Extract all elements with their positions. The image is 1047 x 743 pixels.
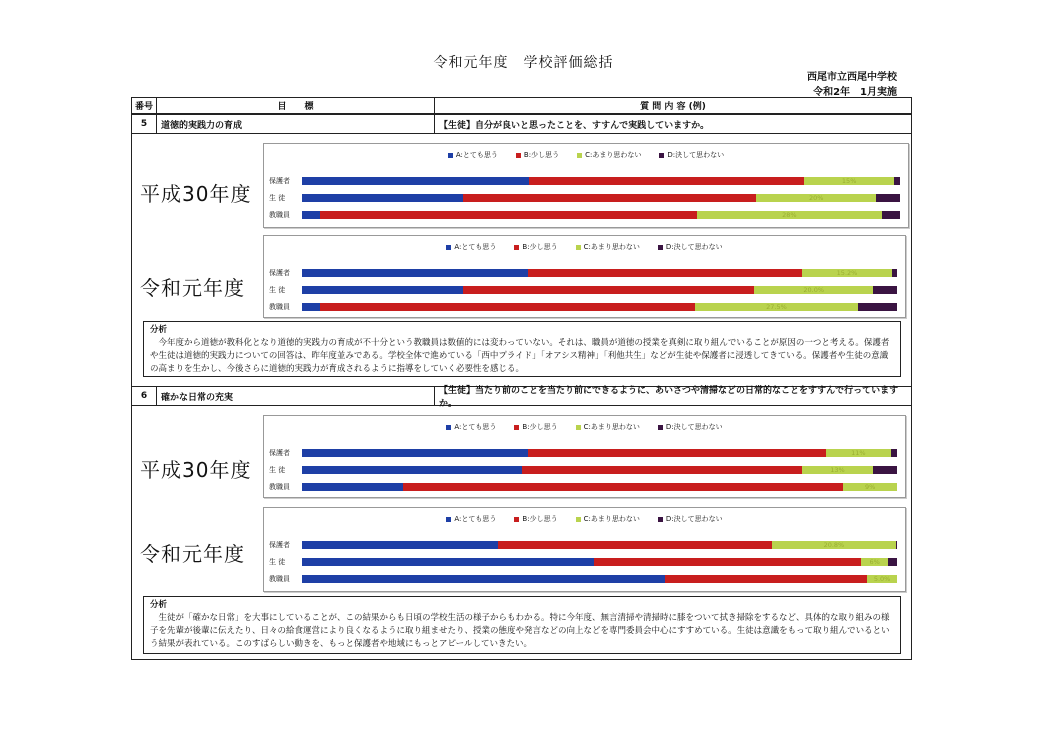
stacked-bar-chart (263, 235, 906, 318)
stacked-bar (302, 483, 897, 491)
bar-segment (302, 194, 463, 202)
chart-row (264, 176, 908, 186)
bar-segment (892, 269, 897, 277)
stacked-bar-chart (263, 415, 906, 498)
bar-segment: 15% (804, 177, 894, 185)
bar-segment (302, 449, 528, 457)
bar-segment (858, 303, 897, 311)
legend-entry (577, 150, 641, 160)
bar-segment (302, 177, 529, 185)
era-label: 令和元年度 (140, 276, 245, 300)
bar-segment: 28% (697, 211, 882, 219)
bar-segment (873, 466, 897, 474)
bar-segment (463, 286, 755, 294)
chart-row (264, 448, 905, 458)
chart-legend (264, 514, 905, 524)
section-number: 5 (140, 119, 148, 129)
section-question: 【生徒】当たり前のことを当たり前にできるように、あいさつや清掃などの日常的なことをすすんで行っていますか。 (434, 387, 911, 405)
legend-entry (576, 242, 640, 252)
analysis-title: 分析 (150, 325, 168, 335)
bar-segment (302, 483, 403, 491)
legend-entry (659, 150, 724, 160)
bar-segment: 11% (826, 449, 891, 457)
chart-row (264, 285, 905, 295)
legend-swatch (446, 425, 451, 430)
legend-entry (576, 514, 640, 524)
legend-swatch (658, 425, 663, 430)
category-label: 保護者 (269, 541, 290, 549)
category-label: 教職員 (269, 483, 290, 491)
bar-segment (528, 449, 826, 457)
legend-label: B:少し思う (522, 515, 558, 523)
stacked-bar (302, 194, 900, 202)
category-label: 保護者 (269, 269, 290, 277)
legend-label: C:あまり思わない (583, 423, 640, 431)
chart-legend (264, 242, 905, 252)
legend-swatch (576, 425, 581, 430)
analysis-box (143, 596, 901, 654)
bar-segment (882, 211, 900, 219)
bar-segment (302, 211, 320, 219)
stacked-bar-chart (263, 143, 909, 228)
bar-segment: 13% (802, 466, 873, 474)
page-title: 令和元年度 学校評価総括 (433, 55, 614, 71)
bar-segment: 20.8% (772, 541, 896, 549)
legend-label: C:あまり思わない (583, 515, 640, 523)
legend-swatch (514, 425, 519, 430)
legend-label: C:あまり思わない (583, 243, 640, 251)
header-number: 番号 (134, 102, 153, 112)
section-row-6 (131, 386, 912, 409)
section-question: 【生徒】自分が良いと思ったことを、すすんで実践していますか。 (434, 115, 911, 133)
bar-segment: 15.2% (802, 269, 892, 277)
bar-segment (891, 449, 897, 457)
bar-segment: 27.5% (695, 303, 859, 311)
legend-label: D:決して思わない (665, 515, 723, 523)
legend-swatch (658, 245, 663, 250)
category-label: 教職員 (269, 303, 290, 311)
bar-segment (894, 177, 900, 185)
legend-entry (514, 514, 557, 524)
bar-segment (528, 269, 802, 277)
chart-row (264, 482, 905, 492)
legend-swatch (658, 517, 663, 522)
legend-label: D:決して思わない (665, 243, 723, 251)
section-goal: 道徳的実践力の育成 (156, 115, 434, 133)
bar-segment (302, 466, 522, 474)
bar-segment (302, 558, 594, 566)
bar-segment (463, 194, 756, 202)
category-label: 教職員 (269, 575, 290, 583)
legend-entry (446, 242, 496, 252)
stacked-bar (302, 303, 897, 311)
category-label: 保護者 (269, 449, 290, 457)
chart-row (264, 540, 905, 550)
stacked-bar (302, 449, 897, 457)
legend-entry (448, 150, 498, 160)
stacked-bar (302, 211, 900, 219)
bar-segment (320, 211, 697, 219)
legend-entry (658, 242, 723, 252)
header-question: 質 問 内 容 (例) (434, 98, 911, 113)
bar-segment: 6% (861, 558, 888, 566)
chart-row (264, 557, 905, 567)
bar-segment (498, 541, 772, 549)
bar-segment: 20% (756, 194, 876, 202)
chart-row (264, 210, 908, 220)
legend-swatch (516, 153, 521, 158)
legend-swatch (448, 153, 453, 158)
legend-entry (514, 242, 557, 252)
header-goal: 目 標 (156, 98, 434, 113)
legend-label: D:決して思わない (667, 151, 725, 159)
stacked-bar (302, 286, 897, 294)
bar-segment (302, 541, 498, 549)
bar-segment: 9% (843, 483, 897, 491)
legend-swatch (446, 245, 451, 250)
legend-label: A:とても思う (454, 515, 497, 523)
chart-row (264, 302, 905, 312)
legend-label: A:とても思う (455, 151, 498, 159)
chart-row (264, 193, 908, 203)
bar-segment (302, 303, 320, 311)
legend-label: B:少し思う (523, 151, 560, 159)
legend-swatch (576, 517, 581, 522)
chart-row (264, 465, 905, 475)
analysis-title: 分析 (150, 600, 168, 610)
section-goal: 確かな日常の充実 (156, 387, 434, 405)
chart-legend (264, 150, 908, 160)
stacked-bar (302, 541, 897, 549)
category-label: 生 徒 (269, 194, 286, 202)
bar-segment: 20.0% (754, 286, 873, 294)
bar-segment (302, 269, 528, 277)
analysis-text: 今年度から道徳が教科化となり道徳的実践力の育成が不十分という教職員は数値的には変わっていない。それは、職員が道徳の授業を真剣に取り組んでいることが原因の一つと考える。保護者や生徒は道徳的実践力についての回答は、昨年度並みである。学校全体で進めている「西中プライド」「オアシス精神」「利他共生」などが生徒や保護者に浸透してきている。保護者や生徒の意識の高まりを生かし、今後さらに道徳的実践力が育成されるように指導をしていく必要性を感じる。 (150, 338, 890, 374)
legend-entry (516, 150, 559, 160)
section-number: 6 (140, 391, 148, 401)
survey-date: 令和2年 1月実施 (813, 87, 897, 98)
section-row-5 (131, 114, 912, 134)
legend-entry (446, 514, 496, 524)
bar-segment (665, 575, 867, 583)
era-label: 平成30年度 (140, 182, 252, 206)
bar-segment: 5.0% (867, 575, 897, 583)
bar-segment (896, 541, 897, 549)
bar-segment (522, 466, 802, 474)
legend-swatch (659, 153, 664, 158)
stacked-bar-chart (263, 507, 906, 592)
bar-segment (888, 558, 897, 566)
stacked-bar (302, 575, 897, 583)
era-label: 平成30年度 (140, 458, 252, 482)
chart-row (264, 268, 905, 278)
school-info (807, 70, 897, 100)
legend-swatch (446, 517, 451, 522)
era-label: 令和元年度 (140, 542, 245, 566)
legend-label: D:決して思わない (665, 423, 723, 431)
bar-segment (876, 194, 900, 202)
bar-segment (403, 483, 843, 491)
bar-segment (302, 575, 665, 583)
bar-segment (873, 286, 897, 294)
legend-entry (576, 422, 640, 432)
category-label: 保護者 (269, 177, 290, 185)
legend-label: A:とても思う (454, 243, 497, 251)
bar-segment (594, 558, 862, 566)
chart-legend (264, 422, 905, 432)
stacked-bar (302, 558, 897, 566)
legend-label: B:少し思う (522, 243, 558, 251)
legend-label: C:あまり思わない (585, 151, 642, 159)
bar-segment (320, 303, 695, 311)
legend-swatch (576, 245, 581, 250)
category-label: 生 徒 (269, 466, 286, 474)
legend-swatch (514, 245, 519, 250)
category-label: 生 徒 (269, 286, 286, 294)
bar-segment (529, 177, 804, 185)
legend-entry (658, 514, 723, 524)
category-label: 教職員 (269, 211, 290, 219)
chart-row (264, 574, 905, 584)
stacked-bar (302, 466, 897, 474)
legend-label: A:とても思う (454, 423, 497, 431)
legend-swatch (577, 153, 582, 158)
school-name: 西尾市立西尾中学校 (807, 72, 897, 83)
legend-label: B:少し思う (522, 423, 558, 431)
legend-swatch (514, 517, 519, 522)
legend-entry (514, 422, 557, 432)
analysis-box (143, 321, 901, 377)
legend-entry (446, 422, 496, 432)
stacked-bar (302, 177, 900, 185)
analysis-text: 生徒が「確かな日常」を大事にしていることが、この結果からも日頃の学校生活の様子からもわかる。特に今年度、無言清掃や清掃時に膝をついて拭き掃除をするなど、具体的な取り組みの様子を先輩が後輩に伝えたり、日々の給食運営により良くなるように取り組ませたり、授業の態度や発言などの向上などを専門委員会中心にすすめている。生徒は意識をもって取り組んでいるという結果が表れている。このすばらしい動きを、もっと保護者や地域にもっとアピールしていきたい。 (150, 613, 890, 649)
legend-entry (658, 422, 723, 432)
category-label: 生 徒 (269, 558, 286, 566)
bar-segment (302, 286, 463, 294)
stacked-bar (302, 269, 897, 277)
table-header-row (131, 97, 912, 114)
